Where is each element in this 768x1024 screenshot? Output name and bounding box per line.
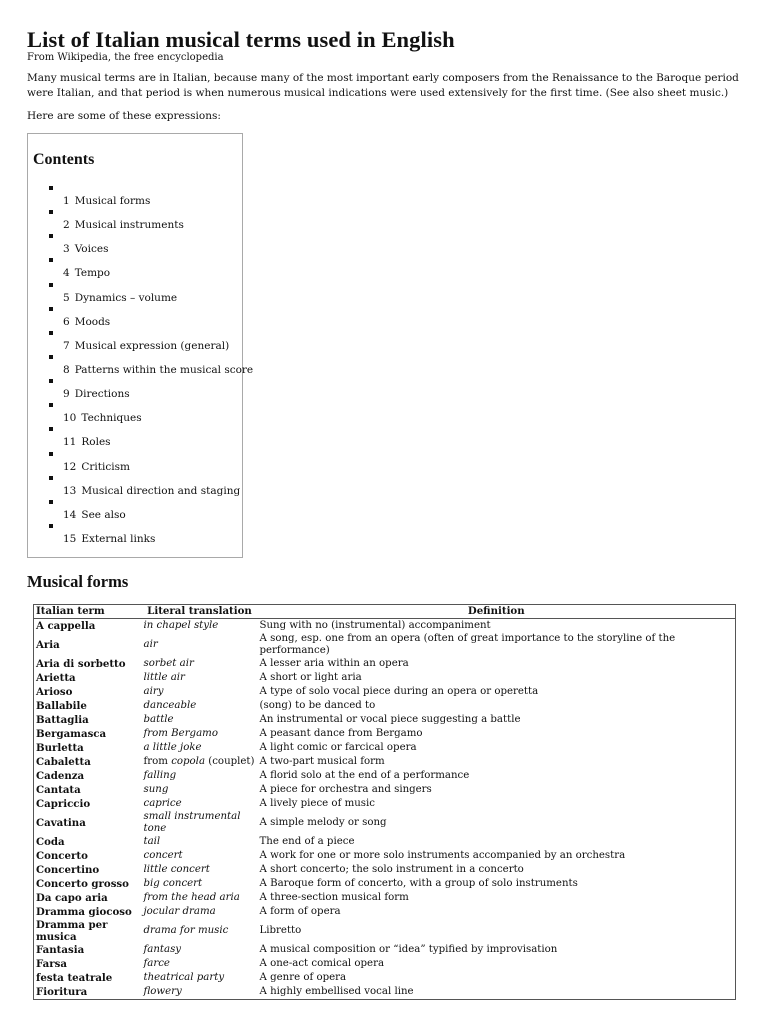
bullet-icon	[49, 427, 53, 431]
table-row	[34, 811, 736, 835]
table-header-row	[34, 605, 736, 619]
cell-italian-term: Ballabile	[36, 700, 87, 712]
cell-literal-translation	[142, 971, 258, 985]
table-row	[34, 985, 736, 1000]
literal-word: danceable	[143, 700, 197, 711]
toc-link[interactable]	[63, 316, 110, 328]
cell-italian-term: Cadenza	[36, 770, 85, 782]
literal-word: from Bergamo	[143, 728, 218, 739]
cell-literal-translation	[142, 919, 258, 943]
cell-italian-term: Coda	[36, 836, 65, 848]
toc-link[interactable]	[63, 195, 150, 207]
literal-word: big concert	[143, 878, 203, 889]
table-row	[34, 971, 736, 985]
literal-word: airy	[143, 686, 164, 697]
toc-number: 10	[63, 412, 77, 425]
bullet-icon	[49, 234, 53, 238]
here-line: Here are some of these expressions:	[27, 110, 221, 122]
literal-word: a little joke	[143, 742, 202, 753]
section-heading: Musical forms	[27, 572, 129, 591]
cell-literal-translation	[142, 769, 258, 783]
cell-definition: An instrumental or vocal piece suggesting a battle	[259, 714, 521, 725]
literal-word: farce	[143, 958, 170, 969]
literal-word: small instrumental tone	[143, 811, 241, 834]
toc-link[interactable]	[63, 436, 111, 448]
toc-number: 14	[63, 508, 77, 521]
toc-label: Patterns within the musical score	[74, 363, 254, 376]
toc-number: 12	[63, 460, 77, 473]
toc-link[interactable]	[63, 461, 130, 473]
cell-literal-translation	[142, 741, 258, 755]
literal-word: tail	[143, 836, 161, 847]
cell-italian-term: festa teatrale	[36, 972, 113, 984]
literal-word: falling	[143, 770, 177, 781]
toc-number: 1	[63, 195, 70, 207]
toc-label: Musical forms	[74, 195, 151, 207]
toc-number: 6	[63, 315, 70, 328]
bullet-icon	[49, 524, 53, 528]
table-row	[34, 657, 736, 671]
cell-italian-term: A cappella	[36, 620, 96, 632]
header-literal-translation: Literal translation	[142, 605, 258, 619]
cell-definition: A light comic or farcical opera	[259, 742, 417, 753]
cell-italian-term: Battaglia	[36, 714, 89, 726]
table-row	[34, 891, 736, 905]
literal-word: jocular drama	[143, 906, 216, 917]
toc-item[interactable]	[28, 184, 242, 208]
literal-word: copola	[171, 756, 206, 767]
toc-link[interactable]	[63, 267, 110, 279]
cell-italian-term: Concerto grosso	[36, 878, 129, 890]
cell-literal-translation	[142, 863, 258, 877]
cell-definition: A type of solo vocal piece during an opera or operetta	[259, 686, 539, 697]
toc-link[interactable]	[63, 485, 240, 497]
literal-word: flowery	[143, 986, 182, 997]
cell-definition: A musical composition or “idea” typified by improvisation	[259, 944, 558, 955]
cell-italian-term: Capriccio	[36, 798, 91, 810]
toc-link[interactable]	[63, 388, 130, 400]
cell-definition: A highly embellised vocal line	[259, 986, 414, 997]
toc-item[interactable]	[28, 498, 242, 522]
cell-definition: A piece for orchestra and singers	[259, 784, 432, 795]
bullet-icon	[49, 307, 53, 311]
toc-item[interactable]	[28, 425, 242, 449]
cell-italian-term: Aria	[36, 639, 60, 651]
cell-italian-term: Arietta	[36, 672, 76, 684]
toc-link[interactable]	[63, 292, 177, 304]
toc-number: 9	[63, 388, 70, 401]
cell-italian-term: Fioritura	[36, 986, 88, 998]
cell-definition: A simple melody or song	[259, 817, 387, 828]
cell-literal-translation	[142, 797, 258, 811]
toc-label: Musical instruments	[74, 219, 184, 232]
bullet-icon	[49, 452, 53, 456]
literal-word: in chapel style	[143, 620, 219, 631]
cell-literal-translation	[142, 957, 258, 971]
toc-link[interactable]	[63, 364, 253, 376]
cell-definition: A short concerto; the solo instrument in a concerto	[259, 864, 524, 875]
bullet-icon	[49, 186, 53, 190]
table-row	[34, 957, 736, 971]
toc-link[interactable]	[63, 340, 229, 352]
table-row	[34, 905, 736, 919]
toc-number: 8	[63, 363, 70, 376]
table-row	[34, 797, 736, 811]
cell-definition: A lively piece of music	[259, 798, 375, 809]
cell-definition: A three-section musical form	[259, 892, 409, 903]
bullet-icon	[49, 355, 53, 359]
literal-word: little air	[143, 672, 185, 683]
cell-definition: A peasant dance from Bergamo	[259, 728, 423, 739]
toc-item[interactable]	[28, 353, 254, 377]
cell-literal-translation	[142, 943, 258, 957]
cell-definition: A short or light aria	[259, 672, 362, 683]
table-row	[34, 783, 736, 797]
toc-label: Tempo	[74, 267, 111, 280]
cell-definition: A florid solo at the end of a performance	[259, 770, 470, 781]
toc-item[interactable]	[28, 256, 242, 280]
toc-item[interactable]	[28, 377, 242, 401]
cell-literal-translation	[142, 891, 258, 905]
cell-definition: A song, esp. one from an opera (often of great importance to the storyline of the performance)	[259, 633, 676, 656]
toc-number: 3	[63, 243, 70, 256]
table-row	[34, 755, 736, 769]
cell-literal-translation	[142, 699, 258, 713]
table-row	[34, 877, 736, 891]
table-row	[34, 919, 736, 943]
cell-definition: A work for one or more solo instruments accompanied by an orchestra	[259, 850, 626, 861]
terms-table	[33, 604, 736, 1000]
toc-link[interactable]	[63, 412, 142, 424]
literal-word: drama for music	[143, 925, 229, 936]
toc-number: 5	[63, 291, 70, 304]
cell-definition: The end of a piece	[259, 836, 355, 847]
toc-label: External links	[81, 532, 156, 545]
cell-definition: A one-act comical opera	[259, 958, 385, 969]
cell-literal-translation	[142, 671, 258, 685]
header-italian-term: Italian term	[34, 605, 142, 619]
cell-italian-term: Arioso	[36, 686, 73, 698]
literal-word: little concert	[143, 864, 210, 875]
cell-italian-term: Dramma giocoso	[36, 906, 132, 918]
toc-link[interactable]	[63, 533, 155, 545]
toc-number: 2	[63, 219, 70, 232]
toc-heading: Contents	[33, 151, 95, 168]
cell-definition: Sung with no (instrumental) accompaniment	[259, 620, 491, 631]
toc-number: 4	[63, 267, 70, 280]
toc-label: Roles	[81, 436, 111, 449]
table-row	[34, 943, 736, 957]
toc-link[interactable]	[63, 509, 126, 521]
cell-definition: A two-part musical form	[259, 756, 385, 767]
table-row	[34, 671, 736, 685]
cell-italian-term: Cantata	[36, 784, 81, 796]
table-row	[34, 727, 736, 741]
cell-italian-term: Da capo aria	[36, 892, 108, 904]
cell-literal-translation	[142, 727, 258, 741]
toc-label: Moods	[74, 315, 111, 328]
cell-literal-translation	[142, 619, 258, 634]
cell-italian-term: Fantasia	[36, 944, 85, 956]
literal-word: concert	[143, 850, 183, 861]
cell-literal-translation	[142, 985, 258, 1000]
cell-literal-translation	[142, 835, 258, 849]
cell-definition: A Baroque form of concerto, with a group of solo instruments	[259, 878, 578, 889]
cell-literal-translation	[142, 905, 258, 919]
cell-literal-translation	[142, 849, 258, 863]
toc-number: 15	[63, 532, 77, 545]
toc-item[interactable]	[28, 401, 242, 425]
toc-label: Criticism	[81, 460, 130, 473]
toc-label: See also	[81, 508, 126, 521]
toc-number: 7	[63, 339, 70, 352]
literal-word: battle	[143, 714, 174, 725]
cell-literal-translation	[142, 811, 258, 835]
table-row	[34, 633, 736, 657]
toc-item[interactable]	[28, 329, 242, 353]
toc-list	[28, 184, 254, 546]
toc-label: Directions	[74, 388, 130, 401]
cell-italian-term: Cavatina	[36, 817, 86, 829]
table-row	[34, 699, 736, 713]
literal-prefix: from	[143, 756, 172, 767]
toc-item[interactable]	[28, 305, 242, 329]
cell-definition: A form of opera	[259, 906, 341, 917]
toc-label: Techniques	[81, 412, 142, 425]
toc-label: Musical direction and staging	[81, 484, 241, 497]
bullet-icon	[49, 210, 53, 214]
bullet-icon	[49, 258, 53, 262]
literal-word: sung	[143, 784, 169, 795]
toc-item[interactable]	[28, 232, 242, 256]
header-definition: Definition	[258, 605, 736, 619]
toc-number: 11	[63, 436, 77, 449]
toc-item[interactable]	[28, 281, 242, 305]
page-title: List of Italian musical terms used in English	[27, 27, 455, 52]
table-row	[34, 685, 736, 699]
table-row	[34, 835, 736, 849]
cell-literal-translation	[142, 877, 258, 891]
bullet-icon	[49, 500, 53, 504]
literal-suffix: (couplet)	[205, 756, 255, 767]
toc-number: 13	[63, 484, 77, 497]
table-row	[34, 619, 736, 634]
bullet-icon	[49, 283, 53, 287]
toc-label: Musical expression (general)	[74, 339, 230, 352]
cell-italian-term: Concerto	[36, 850, 88, 862]
cell-italian-term: Burletta	[36, 742, 84, 754]
bullet-icon	[49, 476, 53, 480]
cell-literal-translation	[142, 685, 258, 699]
bullet-icon	[49, 379, 53, 383]
literal-word: from the head aria	[143, 892, 240, 903]
literal-word: theatrical party	[143, 972, 225, 983]
cell-italian-term: Aria di sorbetto	[36, 658, 126, 670]
literal-word: air	[143, 639, 158, 650]
cell-literal-translation	[142, 755, 258, 769]
cell-definition: Libretto	[259, 925, 302, 936]
cell-italian-term: Cabaletta	[36, 756, 91, 768]
cell-italian-term: Farsa	[36, 958, 67, 970]
cell-definition: (song) to be danced to	[259, 700, 376, 711]
table-of-contents	[27, 133, 254, 558]
table-row	[34, 849, 736, 863]
cell-literal-translation	[142, 633, 258, 657]
cell-definition: A genre of opera	[259, 972, 347, 983]
toc-link[interactable]	[63, 243, 108, 255]
literal-word: sorbet air	[143, 658, 194, 669]
cell-literal-translation	[142, 657, 258, 671]
toc-label: Dynamics – volume	[74, 291, 178, 304]
cell-italian-term: Dramma per musica	[36, 919, 108, 943]
cell-italian-term: Concertino	[36, 864, 100, 876]
table-row	[34, 741, 736, 755]
literal-word: caprice	[143, 798, 182, 809]
cell-literal-translation	[142, 783, 258, 797]
bullet-icon	[49, 403, 53, 407]
intro-paragraph: Many musical terms are in Italian, because many of the most important early composers from the Renaissance to the Baroque period were Italian, and that period is when numerous musical indications were used extensively for the first time. (See also sheet music.)	[27, 72, 739, 99]
toc-link[interactable]	[63, 219, 184, 231]
cell-literal-translation	[142, 713, 258, 727]
from-line: From Wikipedia, the free encyclopedia	[27, 52, 224, 63]
toc-item[interactable]	[28, 450, 242, 474]
cell-italian-term: Bergamasca	[36, 728, 107, 740]
bullet-icon	[49, 331, 53, 335]
table-row	[34, 769, 736, 783]
table-row	[34, 713, 736, 727]
toc-item[interactable]	[28, 208, 242, 232]
cell-definition: A lesser aria within an opera	[259, 658, 409, 669]
literal-word: fantasy	[143, 944, 182, 955]
table-row	[34, 863, 736, 877]
toc-item[interactable]	[28, 522, 242, 546]
toc-label: Voices	[74, 243, 109, 256]
toc-item[interactable]	[28, 474, 242, 498]
